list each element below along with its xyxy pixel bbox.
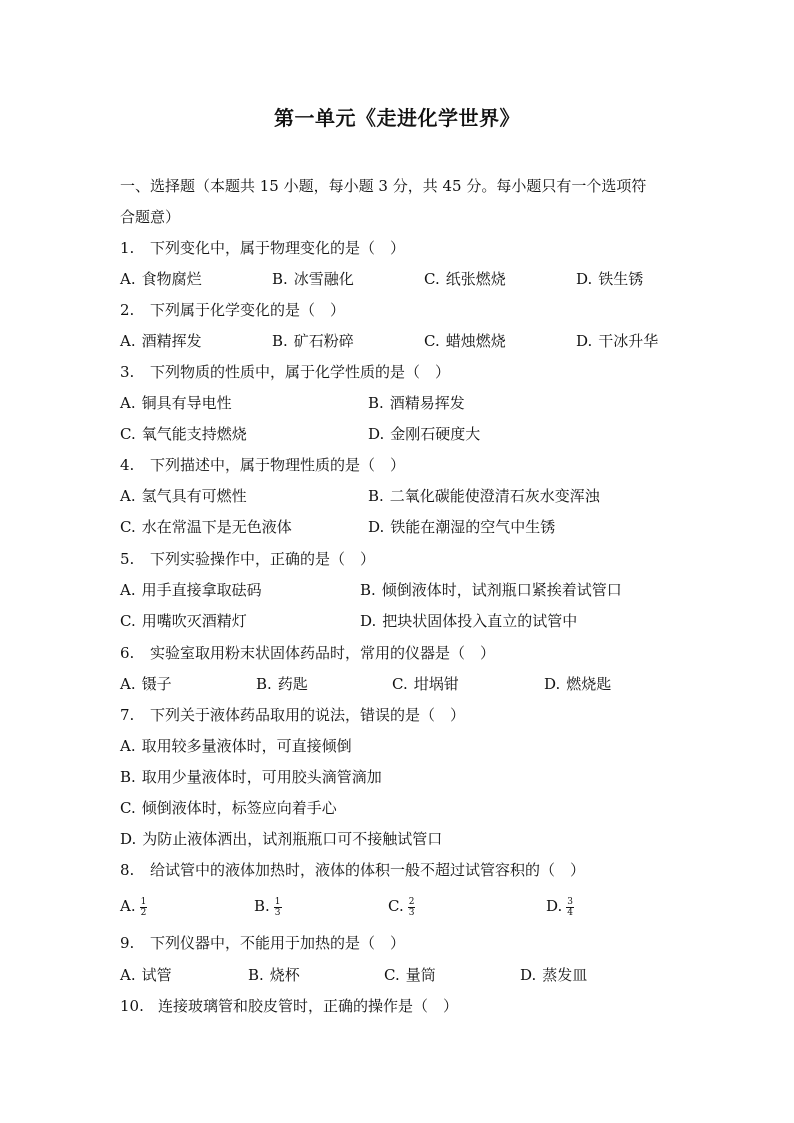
q8-option-c: C. $\frac{2}{3}$ bbox=[388, 896, 415, 918]
q7-option-a: A. 取用较多量液体时，可直接倾倒 bbox=[120, 737, 352, 755]
q8-option-b: B. $\frac{1}{3}$ bbox=[254, 896, 281, 918]
question-text: 下列关于液体药品取用的说法，错误的是（ ） bbox=[150, 706, 466, 724]
question-number: 10. bbox=[120, 997, 144, 1015]
question-text: 下列变化中，属于物理变化的是（ ） bbox=[150, 239, 406, 257]
question-number: 4. bbox=[120, 456, 135, 474]
question-text: 连接玻璃管和胶皮管时，正确的操作是（ ） bbox=[158, 997, 459, 1015]
q3-option-d: D. 金刚石硬度大 bbox=[368, 425, 481, 443]
q3-option-c: C. 氧气能支持燃烧 bbox=[120, 425, 247, 443]
question-8 bbox=[120, 860, 585, 880]
q8-option-d: D. $\frac{3}{4}$ bbox=[546, 896, 573, 918]
question-5 bbox=[120, 549, 375, 569]
question-text: 下列属于化学变化的是（ ） bbox=[150, 301, 346, 319]
q2-option-a: A. 酒精挥发 bbox=[120, 332, 202, 350]
question-number: 1. bbox=[120, 239, 135, 257]
q9-option-c: C. 量筒 bbox=[384, 966, 436, 984]
q1-option-d: D. 铁生锈 bbox=[576, 270, 644, 288]
fraction: $\frac{2}{3}$ bbox=[408, 896, 415, 918]
q2-option-d: D. 干冰升华 bbox=[576, 332, 659, 350]
q7-option-c: C. 倾倒液体时，标签应向着手心 bbox=[120, 799, 337, 817]
question-text: 下列实验操作中，正确的是（ ） bbox=[150, 550, 376, 568]
fraction: $\frac{1}{3}$ bbox=[274, 896, 281, 918]
q4-option-c: C. 水在常温下是无色液体 bbox=[120, 518, 292, 536]
q9-option-a: A. 试管 bbox=[120, 966, 172, 984]
question-1 bbox=[120, 238, 405, 258]
question-text: 下列物质的性质中，属于化学性质的是（ ） bbox=[150, 363, 451, 381]
q2-option-c: C. 蜡烛燃烧 bbox=[424, 332, 506, 350]
q4-option-b: B. 二氧化碳能使澄清石灰水变浑浊 bbox=[368, 487, 600, 505]
q5-option-b: B. 倾倒液体时，试剂瓶口紧挨着试管口 bbox=[360, 581, 622, 599]
q5-option-d: D. 把块状固体投入直立的试管中 bbox=[360, 612, 578, 630]
question-text: 下列描述中，属于物理性质的是（ ） bbox=[150, 456, 406, 474]
q5-option-c: C. 用嘴吹灭酒精灯 bbox=[120, 612, 247, 630]
question-number: 5. bbox=[120, 550, 135, 568]
question-10 bbox=[120, 996, 458, 1016]
q7-option-d: D. 为防止液体洒出，试剂瓶瓶口可不接触试管口 bbox=[120, 830, 443, 848]
q7-option-b: B. 取用少量液体时，可用胶头滴管滴加 bbox=[120, 768, 382, 786]
q1-option-c: C. 纸张燃烧 bbox=[424, 270, 506, 288]
q4-option-a: A. 氢气具有可燃性 bbox=[120, 487, 247, 505]
q1-option-a: A. 食物腐烂 bbox=[120, 270, 202, 288]
question-number: 9. bbox=[120, 934, 135, 952]
question-2 bbox=[120, 300, 345, 320]
q3-option-b: B. 酒精易挥发 bbox=[368, 394, 465, 412]
question-6 bbox=[120, 643, 495, 663]
q1-option-b: B. 冰雪融化 bbox=[272, 270, 354, 288]
section-heading-line-1: 一、选择题（本题共 15 小题，每小题 3 分，共 45 分。每小题只有一个选项符 bbox=[120, 177, 647, 195]
q4-option-d: D. 铁能在潮湿的空气中生锈 bbox=[368, 518, 556, 536]
question-3 bbox=[120, 362, 450, 382]
q3-option-a: A. 铜具有导电性 bbox=[120, 394, 232, 412]
question-number: 7. bbox=[120, 706, 135, 724]
question-text: 实验室取用粉末状固体药品时，常用的仪器是（ ） bbox=[150, 644, 496, 662]
question-7 bbox=[120, 705, 465, 725]
q6-option-c: C. 坩埚钳 bbox=[392, 675, 459, 693]
question-number: 8. bbox=[120, 861, 135, 879]
q9-option-d: D. 蒸发皿 bbox=[520, 966, 588, 984]
q8-option-a: A. $\frac{1}{2}$ bbox=[120, 896, 147, 918]
question-number: 2. bbox=[120, 301, 135, 319]
question-text: 给试管中的液体加热时，液体的体积一般不超过试管容积的（ ） bbox=[150, 861, 586, 879]
q2-option-b: B. 矿石粉碎 bbox=[272, 332, 354, 350]
fraction: $\frac{3}{4}$ bbox=[567, 896, 573, 918]
question-4 bbox=[120, 455, 405, 475]
q6-option-a: A. 镊子 bbox=[120, 675, 172, 693]
question-text: 下列仪器中，不能用于加热的是（ ） bbox=[150, 934, 406, 952]
question-number: 6. bbox=[120, 644, 135, 662]
q6-option-d: D. 燃烧匙 bbox=[544, 675, 612, 693]
question-number: 3. bbox=[120, 363, 135, 381]
fraction: $\frac{1}{2}$ bbox=[140, 896, 147, 918]
question-9 bbox=[120, 933, 405, 953]
q5-option-a: A. 用手直接拿取砝码 bbox=[120, 581, 262, 599]
page-title: 第一单元《走进化学世界》 bbox=[274, 106, 520, 130]
section-heading-line-2: 合题意） bbox=[120, 208, 181, 226]
q6-option-b: B. 药匙 bbox=[256, 675, 308, 693]
q9-option-b: B. 烧杯 bbox=[248, 966, 300, 984]
